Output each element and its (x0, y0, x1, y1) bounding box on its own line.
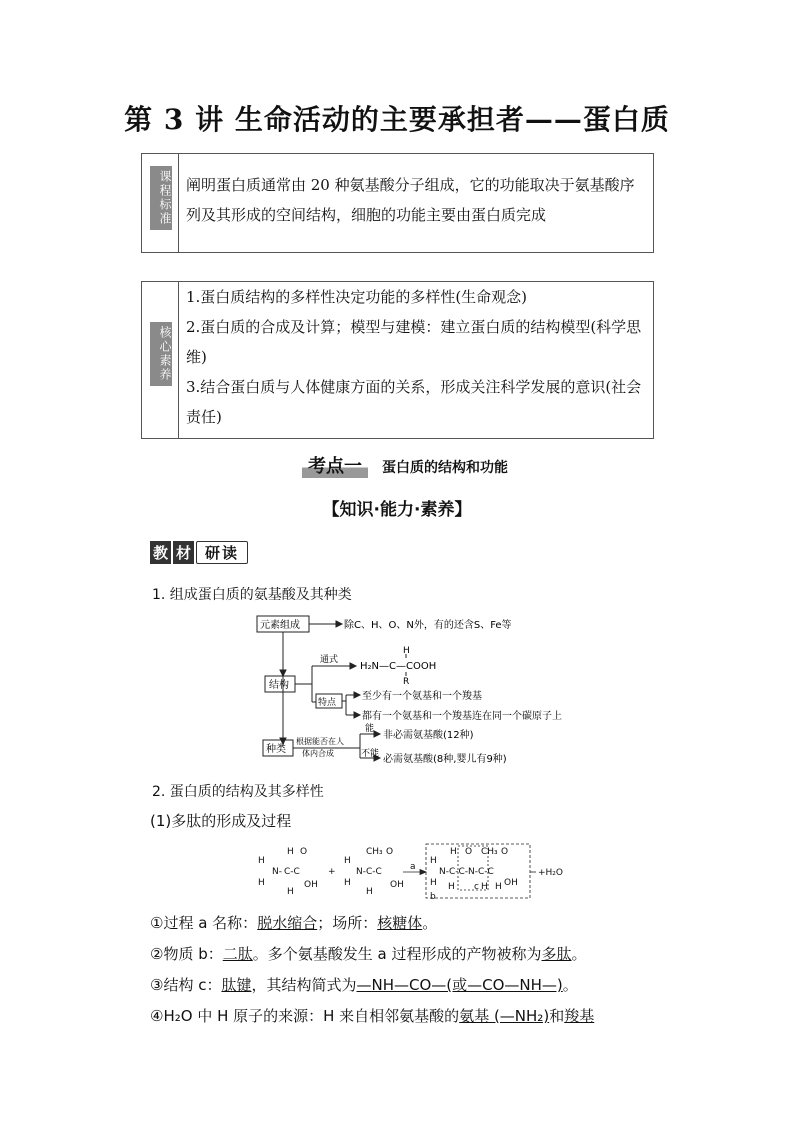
svg-text:O: O (501, 847, 509, 857)
svg-text:H: H (287, 847, 294, 857)
svg-text:O: O (386, 847, 394, 857)
peptide-reaction-diagram (258, 840, 578, 904)
kind-label: 种类 (266, 744, 286, 755)
formula-r: R (403, 677, 410, 687)
kaodian-label: 考点一 (302, 452, 368, 478)
svg-text:H: H (258, 856, 265, 866)
kaodian-heading (302, 452, 508, 478)
standard-box (141, 153, 654, 253)
svg-text:H: H (287, 887, 294, 897)
cond-1: 根据能否在人 (296, 737, 344, 746)
svg-text:N-C-C-N-C-C: N-C-C-N-C-C (439, 867, 494, 877)
textbook-badge (150, 541, 250, 564)
svg-text:O: O (300, 847, 308, 857)
line-1: ①过程 a 名称：脱水缩合；场所：核糖体。 (150, 914, 438, 932)
badge-char: 研 读 (196, 541, 248, 564)
core-tag-wrap (142, 282, 179, 438)
badge-char: 教 (150, 541, 171, 564)
line-2: ②物质 b：二肽。多个氨基酸发生 a 过程形成的产物被称为多肽。 (150, 945, 587, 963)
svg-text:H: H (430, 856, 437, 866)
svg-text:OH: OH (304, 880, 318, 890)
no-label: 不能 (361, 749, 380, 759)
svg-text:H: H (344, 856, 351, 866)
svg-text:N-C-C: N-C-C (356, 867, 382, 877)
core-item: 1.蛋白质结构的多样性决定功能的多样性(生命观念) (186, 288, 528, 306)
line-4: ④H₂O 中 H 原子的来源：H 来自相邻氨基酸的氨基 (—NH₂)和羧基 (150, 1007, 595, 1025)
cond-2: 体内合成 (302, 749, 334, 758)
kind-2: 必需氨基酸(8种,婴儿有9种) (383, 754, 507, 765)
svg-text:H: H (366, 887, 373, 897)
water-product: +H₂O (538, 868, 564, 878)
section-title: 【知识·能力·素养】 (322, 500, 472, 520)
badge-char: 材 (173, 541, 194, 564)
arrow-a: a (410, 862, 416, 872)
svg-text:OH: OH (390, 880, 404, 890)
label-c: c (474, 882, 479, 892)
core-tag: 核心素养 (150, 322, 172, 386)
svg-text:H: H (258, 878, 265, 888)
page-title: 第 3 讲 生命活动的主要承担者——蛋白质 (124, 103, 670, 136)
struct-label: 结构 (269, 680, 289, 691)
svg-text:H: H (448, 882, 455, 892)
feature-1: 至少有一个氨基和一个羧基 (362, 691, 482, 702)
heading-2: 2. 蛋白质的结构及其多样性 (152, 784, 324, 800)
formula-main: H₂N—C—COOH (360, 661, 437, 672)
svg-text:H: H (481, 882, 488, 892)
elem-desc: 除C、H、O、N外，有的还含S、Fe等 (344, 620, 512, 631)
kaodian-subtitle: 蛋白质的结构和功能 (382, 460, 508, 476)
svg-text:N-: N- (272, 867, 282, 877)
svg-text:CH₃: CH₃ (481, 847, 498, 857)
svg-text:C-C: C-C (284, 867, 300, 877)
general-label: 通式 (320, 655, 339, 665)
core-box (141, 281, 654, 439)
elem-box-label: 元素组成 (260, 620, 300, 631)
line-3: ③结构 c：肽键，其结构简式为—NH—CO—(或—CO—NH—)。 (150, 976, 578, 994)
svg-text:CH₃: CH₃ (366, 847, 383, 857)
core-items (186, 282, 647, 432)
yes-label: 能 (365, 724, 375, 734)
core-item: 3.结合蛋白质与人体健康方面的关系，形成关注科学发展的意识(社会责任) (186, 378, 642, 426)
svg-text:O: O (465, 847, 473, 857)
heading-3: (1)多肽的形成及过程 (150, 812, 292, 830)
plus-sign: + (328, 867, 336, 877)
feature-2: 都有一个氨基和一个羧基连在同一个碳原子上 (362, 711, 562, 722)
label-b: b (430, 892, 436, 902)
svg-text:H: H (344, 878, 351, 888)
svg-text:H: H (450, 847, 457, 857)
kind-1: 非必需氨基酸(12种) (383, 730, 474, 741)
standard-tag: 课程标准 (150, 166, 172, 230)
heading-1: 1. 组成蛋白质的氨基酸及其种类 (152, 587, 352, 603)
svg-text:H: H (430, 878, 437, 888)
standard-text: 阐明蛋白质通常由 20 种氨基酸分子组成，它的功能取决于氨基酸序列及其形成的空间结构，细胞的功能主要由蛋白质完成 (186, 176, 635, 224)
feature-label: 特点 (318, 698, 337, 708)
amino-acid-diagram (250, 610, 600, 770)
core-item: 2.蛋白质的合成及计算；模型与建模：建立蛋白质的结构模型(科学思维) (186, 318, 642, 366)
svg-text:H: H (495, 882, 502, 892)
standard-tag-wrap (142, 154, 179, 252)
formula-h: H (403, 646, 410, 656)
svg-text:OH: OH (504, 878, 518, 888)
